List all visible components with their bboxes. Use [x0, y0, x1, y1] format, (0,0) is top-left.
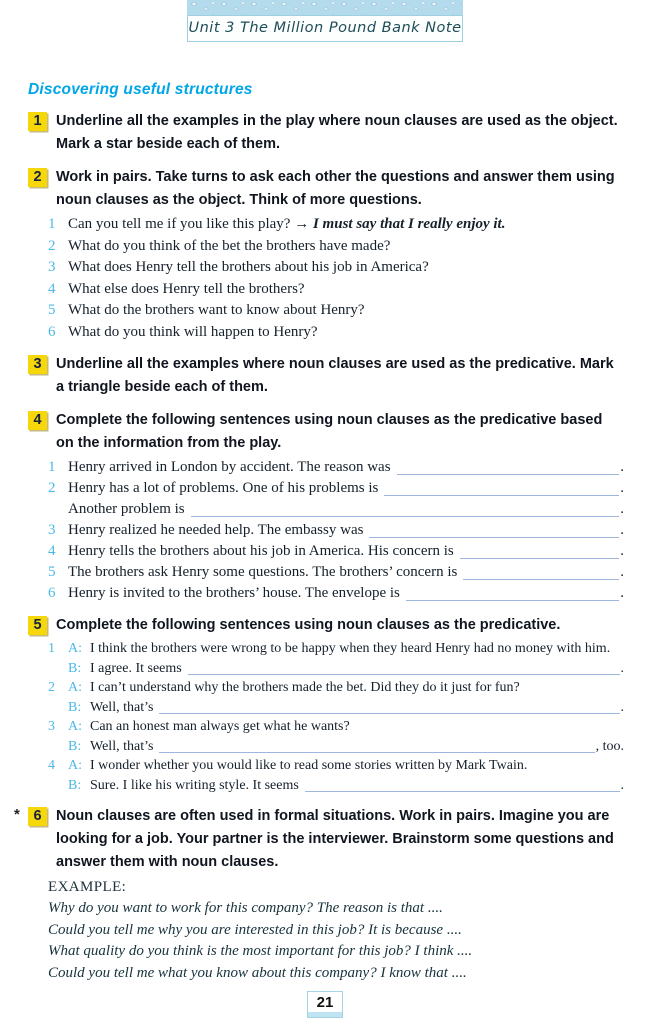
list-item	[48, 562, 624, 583]
list-item	[48, 236, 624, 258]
speaker-a-line: I can’t understand why the brothers made the bet. Did they do it just for fun?	[90, 680, 520, 695]
exercise-instruction: Noun clauses are often used in formal situations. Work in pairs. Imagine you are looking for a job. Your partner is the interviewer. Brainstorm some questions and answer them with noun clauses.	[56, 808, 614, 870]
item-number: 1	[48, 216, 56, 232]
example-block	[48, 876, 624, 984]
exercise-number-badge: 1	[28, 112, 47, 131]
example-sentence: Could you tell me why you are interested in this job? It is because ....	[48, 921, 462, 938]
item-text: What does Henry tell the brothers about his job in America?	[68, 259, 429, 275]
speaker-b-stem: Sure. I like his writing style. It seems	[90, 777, 299, 793]
droplet-decoration	[187, 0, 463, 15]
list-item	[48, 300, 624, 322]
unit-title: Unit 3 The Million Pound Bank Note	[187, 15, 463, 42]
example-sentence: Could you tell me what you know about this company? I know that ....	[48, 964, 467, 981]
answer-blank	[369, 520, 619, 538]
exercise-6	[14, 805, 624, 984]
exercise-instruction: Complete the following sentences using noun clauses as the predicative.	[56, 617, 561, 633]
item-number: 4	[48, 543, 56, 559]
sentence-end: .	[620, 564, 624, 580]
exercise-5-heading	[28, 614, 624, 637]
example-sentence: Why do you want to work for this company? The reason is that ....	[48, 900, 443, 916]
exercise-number-badge: 6	[28, 807, 47, 826]
item-number: 6	[48, 585, 56, 601]
sentence-stem: Henry has a lot of problems. One of his problems is	[68, 480, 379, 496]
page-number: 21	[316, 994, 334, 1011]
exercise-2	[28, 166, 624, 343]
page-number-strip	[308, 1012, 342, 1017]
answer-blank	[188, 659, 620, 676]
page-number-box	[307, 991, 343, 1018]
answer-blank	[159, 698, 619, 715]
exercise-4	[28, 409, 624, 604]
item-text: What else does Henry tell the brothers?	[68, 280, 305, 297]
star-marker: *	[14, 806, 20, 823]
exercise-instruction: Underline all the examples in the play where noun clauses are used as the object. Mark a star beside each of them.	[56, 113, 618, 152]
answer-blank	[191, 499, 620, 517]
answer-blank	[384, 478, 619, 496]
answer-blank	[406, 583, 619, 601]
item-number: 2	[48, 237, 56, 254]
sentence-stem: The brothers ask Henry some questions. The brothers’ concern is	[68, 564, 458, 580]
exercise-number-badge: 4	[28, 411, 47, 430]
sentence-end: .	[620, 543, 624, 559]
item-number: 1	[48, 459, 56, 475]
speaker-b-label: B:	[68, 777, 82, 793]
exercise-5-dialogues	[48, 639, 624, 795]
exercise-3-heading	[28, 353, 624, 399]
sentence-end: .	[620, 699, 624, 715]
speaker-a-line: Can an honest man always get what he wants?	[90, 719, 350, 734]
sentence-end: , too.	[595, 738, 624, 754]
item-text-wrap	[68, 214, 624, 236]
sentence-end: .	[620, 459, 624, 475]
exercise-5	[28, 614, 624, 795]
exercise-instruction: Underline all the examples where noun clauses are used as the predicative. Mark a triangle beside each of them.	[56, 356, 614, 395]
exercise-1	[28, 110, 624, 156]
exercise-1-heading	[28, 110, 624, 156]
exercise-number-badge: 3	[28, 355, 47, 374]
section-heading: Discovering useful structures	[28, 81, 253, 98]
exercise-2-questions	[48, 214, 624, 343]
item-number: 3	[48, 719, 55, 734]
list-item	[48, 257, 624, 279]
exercise-2-heading	[28, 166, 624, 212]
exercise-number-badge: 5	[28, 616, 47, 635]
speaker-a-line: I wonder whether you would like to read some stories written by Mark Twain.	[90, 758, 528, 773]
speaker-a-label: A:	[68, 680, 82, 695]
list-item	[48, 678, 624, 717]
sentence-end: .	[620, 777, 624, 793]
list-item	[48, 756, 624, 795]
list-item	[48, 639, 624, 678]
speaker-b-label: B:	[68, 699, 82, 715]
list-item	[48, 478, 624, 520]
sentence-stem: Another problem is	[68, 501, 185, 517]
item-number: 2	[48, 480, 56, 496]
item-text: What do you think of the bet the brothers have made?	[68, 237, 391, 254]
sentence-stem: Henry arrived in London by accident. The reason was	[68, 459, 391, 475]
list-item	[48, 322, 624, 344]
example-sentence: What quality do you think is the most important for this job? I think ....	[48, 943, 473, 959]
speaker-a-line: I think the brothers were wrong to be happy when they heard Henry had no money with him.	[90, 641, 611, 656]
speaker-b-stem: I agree. It seems	[90, 660, 182, 676]
item-number: 2	[48, 680, 55, 695]
item-number: 5	[48, 302, 56, 318]
speaker-a-label: A:	[68, 641, 82, 656]
speaker-b-stem: Well, that’s	[90, 738, 154, 754]
exercise-4-heading	[28, 409, 624, 455]
item-number: 1	[48, 641, 55, 656]
sentence-end: .	[620, 480, 624, 496]
exercise-number-badge: 2	[28, 168, 47, 187]
speaker-b-stem: Well, that’s	[90, 699, 154, 715]
list-item	[48, 214, 624, 236]
sentence-end: .	[620, 501, 624, 517]
speaker-a-label: A:	[68, 758, 82, 773]
list-item	[48, 520, 624, 541]
item-number: 4	[48, 280, 56, 297]
speaker-b-label: B:	[68, 738, 82, 754]
speaker-b-label: B:	[68, 660, 82, 676]
item-example-answer: I must say that I really enjoy it.	[312, 216, 506, 232]
sentence-stem: Henry realized he needed help. The embassy was	[68, 522, 364, 538]
sentence-stem: Henry is invited to the brothers’ house. The envelope is	[68, 585, 400, 601]
list-item	[48, 541, 624, 562]
sentence-end: .	[620, 585, 624, 601]
list-item	[48, 583, 624, 604]
list-item	[48, 457, 624, 478]
answer-blank	[397, 457, 620, 475]
sentence-end: .	[620, 522, 624, 538]
item-text: What do the brothers want to know about Henry?	[68, 302, 365, 318]
exercise-4-sentences	[48, 457, 624, 604]
answer-blank	[460, 541, 620, 559]
exercise-instruction: Complete the following sentences using noun clauses as the predicative based on the information from the play.	[56, 412, 603, 451]
example-label: EXAMPLE:	[48, 879, 127, 895]
list-item	[48, 279, 624, 301]
answer-blank	[159, 737, 594, 754]
list-item	[48, 717, 624, 756]
exercise-instruction: Work in pairs. Take turns to ask each other the questions and answer them using noun clauses as the object. Think of more questions.	[56, 169, 615, 208]
item-number: 3	[48, 522, 56, 538]
answer-blank	[305, 776, 620, 793]
exercise-6-heading	[14, 805, 624, 874]
item-text: Can you tell me if you like this play? →	[68, 216, 313, 232]
speaker-a-label: A:	[68, 719, 82, 734]
item-text: What do you think will happen to Henry?	[68, 323, 318, 340]
item-number: 3	[48, 259, 56, 275]
page-content	[14, 81, 624, 994]
exercise-3	[28, 353, 624, 399]
sentence-stem: Henry tells the brothers about his job in America. His concern is	[68, 543, 454, 559]
sentence-end: .	[620, 660, 624, 676]
item-number: 5	[48, 564, 56, 580]
item-number: 4	[48, 758, 55, 773]
header-band	[187, 0, 463, 42]
answer-blank	[463, 562, 619, 580]
item-number: 6	[48, 323, 56, 340]
